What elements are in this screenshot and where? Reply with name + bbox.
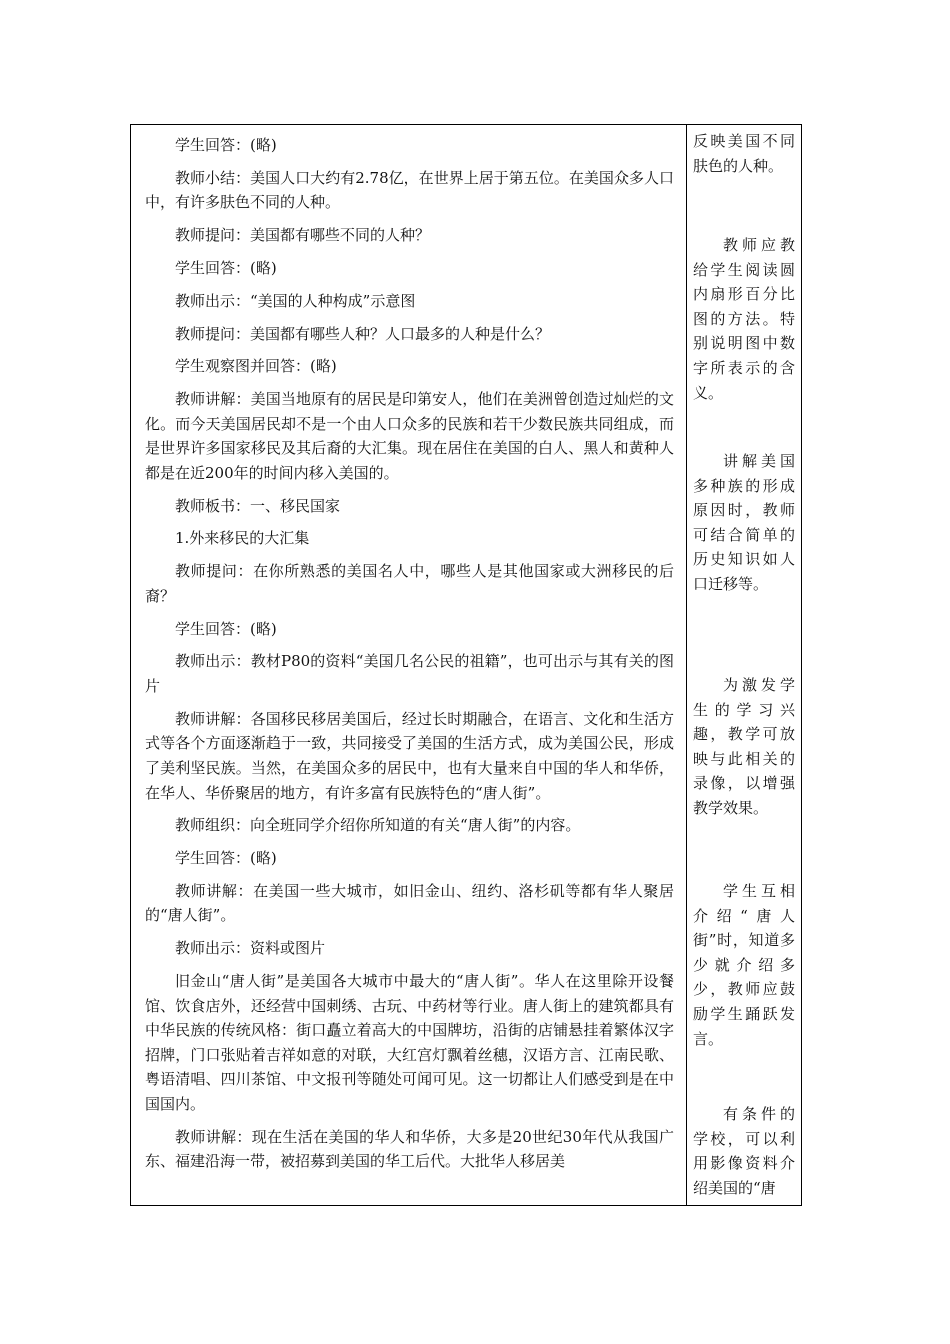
process-paragraph: 教师出示：资料或图片 [175,939,326,958]
process-paragraph: 教师板书：一、移民国家 [175,496,341,515]
process-paragraph: 学生观察图并回答：(略) [175,357,337,376]
process-paragraph: 教师出示：教材P80的资料“美国几名公民的祖籍”，也可出示与其有关的图片 [145,652,674,695]
process-paragraph: 教师讲解：各国移民移居美国后，经过长时期融合，在语言、文化和生活方式等各个方面逐渐趋于一致，共同接受了美国的生活方式，成为美国公民，形成了美利坚民族。当然，在美国众多的居民中，也有大量来自中国的华人和华侨，在华人、华侨聚居的地方，有许多富有民族特色的“唐人街”。 [145,709,674,802]
process-paragraph: 教师组织：向全班同学介绍你所知道的有关“唐人街”的内容。 [175,816,581,835]
process-paragraph: 学生回答：(略) [175,136,277,154]
process-paragraph: 教师提问：在你所熟悉的美国名人中，哪些人是其他国家或大洲移民的后裔？ [145,562,674,605]
side-note: 反映美国不同肤色的人种。 [693,132,795,175]
process-paragraph: 学生回答：(略) [175,849,277,868]
process-paragraph: 1.外来移民的大汇集 [175,529,310,548]
side-note: 学生互相介绍“唐人街”时，知道多少就介绍多少，教师应鼓励学生踊跃发言。 [693,882,795,1048]
teaching-notes-column [687,125,801,1205]
process-paragraph: 学生回答：(略) [175,258,277,277]
process-paragraph: 教师讲解：在美国一些大城市，如旧金山、纽约、洛杉矶等都有华人聚居的“唐人街”。 [145,881,674,925]
process-paragraph: 学生回答：(略) [175,619,277,638]
process-paragraph: 教师提问：美国都有哪些人种？人口最多的人种是什么？ [175,324,551,343]
teaching-process-column [131,125,687,1205]
process-paragraph: 教师讲解：现在生活在美国的华人和华侨，大多是20世纪30年代从我国广东、福建沿海一带，被招募到美国的华工后代。大批华人移居美 [145,1127,674,1171]
side-note: 为激发学生的学习兴趣，教学可放映与此相关的录像，以增强教学效果。 [693,676,795,817]
process-paragraph: 旧金山“唐人街”是美国各大城市中最大的“唐人街”。华人在这里除开设餐馆、饮食店外，还经营中国刺绣、古玩、中药材等行业。唐人街上的建筑都具有中华民族的传统风格：街口矗立着高大的中国牌坊，沿街的店铺悬挂着繁体汉字招牌，门口张贴着吉祥如意的对联，大红宫灯飘着丝穗，汉语方言、江南民歌、粤语清唱、四川茶馆、中文报刊等随处可闻可见。这一切都让人们感受到是在中国国内。 [145,972,674,1113]
process-paragraph: 教师出示：“美国的人种构成”示意图 [175,291,416,310]
process-paragraph: 教师小结：美国人口大约有2.78亿，在世界上居于第五位。在美国众多人口中，有许多肤色不同的人种。 [145,168,674,212]
lesson-plan-table [130,124,802,1206]
process-paragraph: 教师提问：美国都有哪些不同的人种？ [175,226,431,245]
side-note: 有条件的学校，可以利用影像资料介绍美国的“唐 [693,1105,795,1197]
side-note: 讲解美国多种族的形成原因时，教师可结合简单的历史知识如人口迁移等。 [693,452,795,593]
process-paragraph: 教师讲解：美国当地原有的居民是印第安人，他们在美洲曾创造过灿烂的文化。而今天美国居民却不是一个由人口众多的民族和若干少数民族共同组成，而是世界许多国家移民及其后裔的大汇集。现在居住在美国的白人、黑人和黄种人都是在近200年的时间内移入美国的。 [145,390,674,482]
side-note: 教师应教给学生阅读圆内扇形百分比图的方法。特别说明图中数字所表示的含义。 [693,236,795,402]
